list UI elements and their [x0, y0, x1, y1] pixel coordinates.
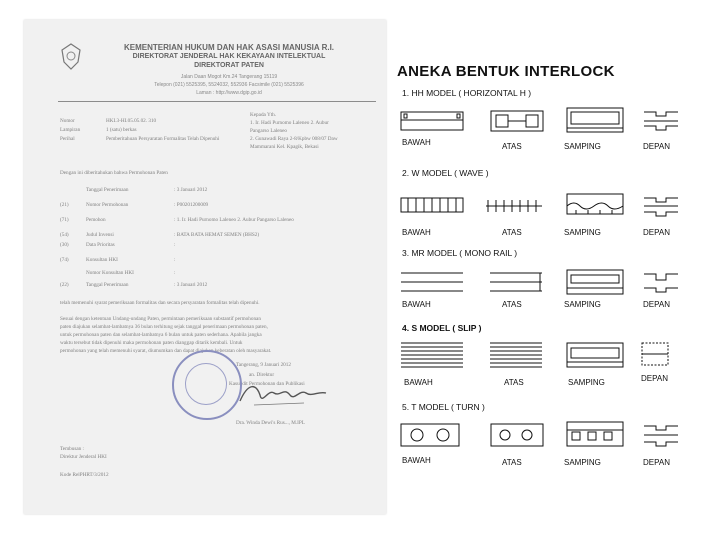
section-title-hh: 1. HH MODEL ( HORIZONTAL H )	[402, 88, 532, 98]
label-side: SAMPING	[564, 228, 601, 237]
body-line: untuk permohonan paten dan selambat-lambatnya 6 bulan untuk paten sederhana. Apabila jangka	[60, 332, 262, 338]
cc-heading: Tembusan :	[60, 446, 84, 452]
s-bottom-drawing	[400, 340, 464, 370]
t-bottom-drawing	[400, 422, 464, 448]
label-front: DEPAN	[643, 142, 670, 151]
sign-role: an. Direktur	[249, 372, 275, 378]
mr-top-drawing	[488, 270, 544, 294]
meta-value: HKI.3-HI.05.05.02. 310	[106, 118, 157, 124]
field-value: :	[174, 270, 176, 276]
mr-side-drawing	[566, 268, 626, 296]
mr-front-drawing	[642, 270, 682, 294]
header-rule	[58, 101, 376, 102]
s-front-drawing	[640, 340, 672, 370]
s-side-drawing	[566, 340, 626, 370]
label-bottom: BAWAH	[402, 300, 431, 309]
field-label: Judul Invensi	[86, 232, 114, 238]
recipient-line: 1. Ir. Hadi Purnomo Laleneo 2. Aubur	[250, 120, 329, 126]
section-title-w: 2. W MODEL ( WAVE )	[402, 168, 489, 178]
cc-line: Kode RelPHRT/3/2012	[60, 472, 109, 478]
w-side-drawing	[566, 192, 626, 218]
panel-title: ANEKA BENTUK INTERLOCK	[397, 63, 615, 80]
label-side: SAMPING	[564, 458, 601, 467]
field-number: (71)	[60, 217, 69, 223]
t-front-drawing	[642, 422, 682, 448]
label-top: ATAS	[502, 228, 522, 237]
field-label: Tanggal Penerimaan	[86, 282, 129, 288]
label-side: SAMPING	[568, 378, 605, 387]
field-value: :	[174, 257, 176, 263]
letter-header-phone: Telepon (021) 5525395, 5524032, 552936 Facsimile (021) 5525396	[154, 82, 304, 88]
field-label: Nomor Permohonan	[86, 202, 129, 208]
meta-label: Lampiran	[60, 127, 81, 133]
label-front: DEPAN	[643, 228, 670, 237]
t-side-drawing	[566, 420, 626, 448]
scanned-letter	[24, 20, 386, 514]
field-number: (22)	[60, 282, 69, 288]
field-number: (30)	[60, 242, 69, 248]
label-side: SAMPING	[564, 300, 601, 309]
hh-front-drawing	[642, 108, 682, 134]
field-label: Data Prioritas	[86, 242, 115, 248]
w-front-drawing	[642, 194, 682, 218]
label-bottom: BAWAH	[402, 228, 431, 237]
letter-header-ministry: KEMENTERIAN HUKUM DAN HAK ASASI MANUSIA R.I.	[123, 43, 335, 52]
field-value: : P00201200009	[174, 202, 209, 208]
label-side: SAMPING	[564, 142, 601, 151]
body-line: waktu tersebut tidak dipenuhi maka permohonan paten dianggap ditarik kembali. Untuk	[60, 340, 243, 346]
field-value: :	[174, 242, 176, 248]
letter-header-website: Laman : http://www.dgip.go.id	[196, 90, 262, 96]
sign-office: Kasubdit Permohonan dan Publikasi	[229, 381, 305, 387]
sign-name: Dra. Winda Dewi's Rus..., M.IPL	[236, 420, 305, 426]
label-front: DEPAN	[643, 458, 670, 467]
letter-note: telah memenuhi syarat pemeriksaan formalitas dan secara persyaratan formalitas telah dipenuhi.	[60, 300, 260, 306]
body-line: Sesuai dengan ketentuan Undang-undang Paten, permintaan pemeriksaan substantif permohonan	[60, 316, 261, 322]
field-value: : BATA BATA HEMAT SEMEN (BHS2)	[174, 232, 260, 238]
letter-header-address: Jalan Daan Mogot Km.24 Tangerang 15119	[180, 74, 278, 80]
meta-label: Nomor	[60, 118, 75, 124]
field-label: Pemohon	[86, 217, 106, 223]
field-value: : 3 Januari 2012	[174, 282, 208, 288]
w-top-drawing	[484, 194, 544, 218]
meta-value: Pemberitahuan Persyaratan Formalitas Telah Dipenuhi	[106, 136, 220, 142]
section-title-s: 4. S MODEL ( SLIP )	[402, 323, 482, 333]
label-bottom: BAWAH	[404, 378, 433, 387]
recipient-heading: Kepada Yth.	[250, 112, 277, 118]
hh-bottom-drawing	[400, 108, 464, 134]
field-value: : 1. Ir. Hadi Purnomo Laleneo 2. Aubur Pangarso Laleneo	[174, 217, 294, 223]
field-number: (21)	[60, 202, 69, 208]
label-top: ATAS	[504, 378, 524, 387]
field-label: Tanggal Penerimaan	[86, 187, 129, 193]
meta-value: 1 (satu) berkas	[106, 127, 137, 133]
meta-label: Perihal	[60, 136, 75, 142]
signature-scribble	[234, 375, 334, 415]
t-top-drawing	[490, 422, 546, 448]
body-line: paten diajukan selambat-lambatnya 36 bulan terhitung sejak tanggal penerimaan permohonan paten,	[60, 324, 268, 330]
sign-date: Tangerang, 9 Januari 2012	[236, 362, 291, 368]
label-bottom: BAWAH	[402, 138, 431, 147]
mr-bottom-drawing	[400, 270, 464, 294]
field-label: Nomor Konsultan HKI	[86, 270, 134, 276]
letter-header-directorate-general: DIREKTORAT JENDERAL HAK KEKAYAAN INTELEKTUAL	[132, 53, 326, 60]
w-bottom-drawing	[400, 194, 464, 218]
label-top: ATAS	[502, 142, 522, 151]
letter-header-directorate: DIREKTORAT PATEN	[194, 62, 264, 69]
label-bottom: BAWAH	[402, 456, 431, 465]
hh-side-drawing	[566, 106, 626, 134]
s-top-drawing	[488, 340, 544, 370]
field-value: : 3 Januari 2012	[174, 187, 208, 193]
label-top: ATAS	[502, 458, 522, 467]
interlock-panel	[392, 58, 687, 482]
body-line: permohonan yang telah memenuhi syarat, diumumkan dan dapat diajukan keberatan oleh masyarakat.	[60, 348, 272, 354]
hh-top-drawing	[490, 108, 546, 134]
field-number: (74)	[60, 257, 69, 263]
official-stamp	[172, 350, 242, 420]
letter-intro: Dengan ini diberitahukan bahwa Permohonan Paten	[60, 170, 168, 176]
cc-line: Direktur Jenderal HKI	[60, 454, 107, 460]
section-title-mr: 3. MR MODEL ( MONO RAIL )	[402, 248, 518, 258]
section-title-t: 5. T MODEL ( TURN )	[402, 402, 485, 412]
field-number: (54)	[60, 232, 69, 238]
label-front: DEPAN	[643, 300, 670, 309]
label-front: DEPAN	[641, 374, 668, 383]
recipient-line: 2. Gunawadi Raya 2-8/Kpbw 008/07 Daw	[250, 136, 338, 142]
label-top: ATAS	[502, 300, 522, 309]
recipient-line: Mammarani Kel. Kpagik, Bekasi	[250, 144, 319, 150]
field-label: Konsultan HKI	[86, 257, 118, 263]
recipient-line: Pangarso Laleneo	[250, 128, 288, 134]
